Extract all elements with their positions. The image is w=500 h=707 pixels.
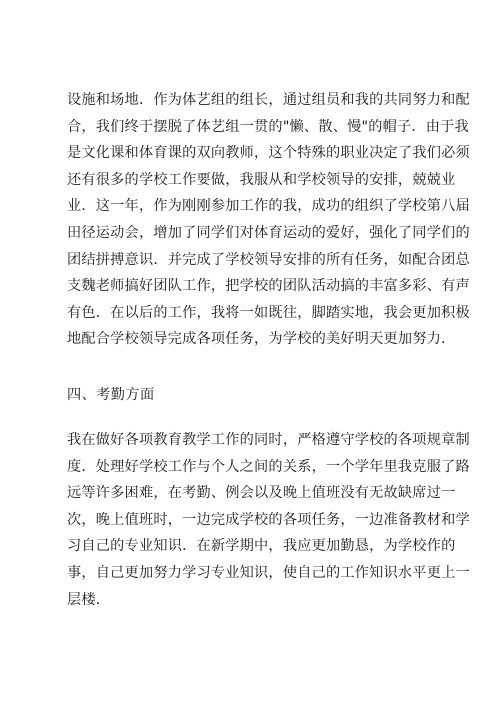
text-line: 远等许多困难，在考勤、例会以及晚上值班没有无故缺席过一 <box>67 485 456 502</box>
text-line: 是文化课和体育课的双向教师，这个特殊的职业决定了我们必须 <box>67 145 470 162</box>
paragraph-facilities <box>67 87 470 353</box>
text-line: 还有很多的学校工作要做，我服从和学校领导的安排，兢兢业 <box>67 171 456 188</box>
text-line: 设施和场地．作为体艺组的组长，通过组员和我的共同努力和配 <box>67 92 470 108</box>
text-line: 次，晚上值班时，一边完成学校的各项任务，一边准备教材和学 <box>67 511 470 528</box>
text-line: 田径运动会，增加了同学们对体育运动的爱好，强化了同学们的 <box>67 224 470 241</box>
text-line: 层楼． <box>67 591 111 608</box>
text-line: 度．处理好学校工作与个人之间的关系，一个学年里我克服了路 <box>67 458 470 475</box>
text-line: 合，我们终于摆脱了体艺组一贯的"懒、散、慢"的帽子．由于我 <box>67 118 469 135</box>
text-line: 业．这一年，作为刚刚参加工作的我，成功的组织了学校第八届 <box>67 198 470 215</box>
paragraph-attendance <box>67 427 470 613</box>
text-line: 团结拼搏意识．并完成了学校领导安排的所有任务，如配合团总 <box>67 251 470 268</box>
text-line: 我在做好各项教育教学工作的同时，严格遵守学校的各项规章制 <box>67 432 470 448</box>
text-line: 支魏老师搞好团队工作，把学校的团队活动搞的丰富多彩、有声 <box>67 278 470 295</box>
section-heading: 四、考勤方面 <box>67 387 155 403</box>
text-line: 有色．在以后的工作，我将一如既往，脚踏实地，我会更加积极 <box>67 304 470 321</box>
text-line: 地配合学校领导完成各项任务，为学校的美好明天更加努力． <box>67 331 456 348</box>
text-line: 习自己的专业知识．在新学期中，我应更加勤恳，为学校作的 <box>67 538 456 555</box>
text-line: 事，自己更加努力学习专业知识，使自己的工作知识水平更上一 <box>67 564 470 581</box>
